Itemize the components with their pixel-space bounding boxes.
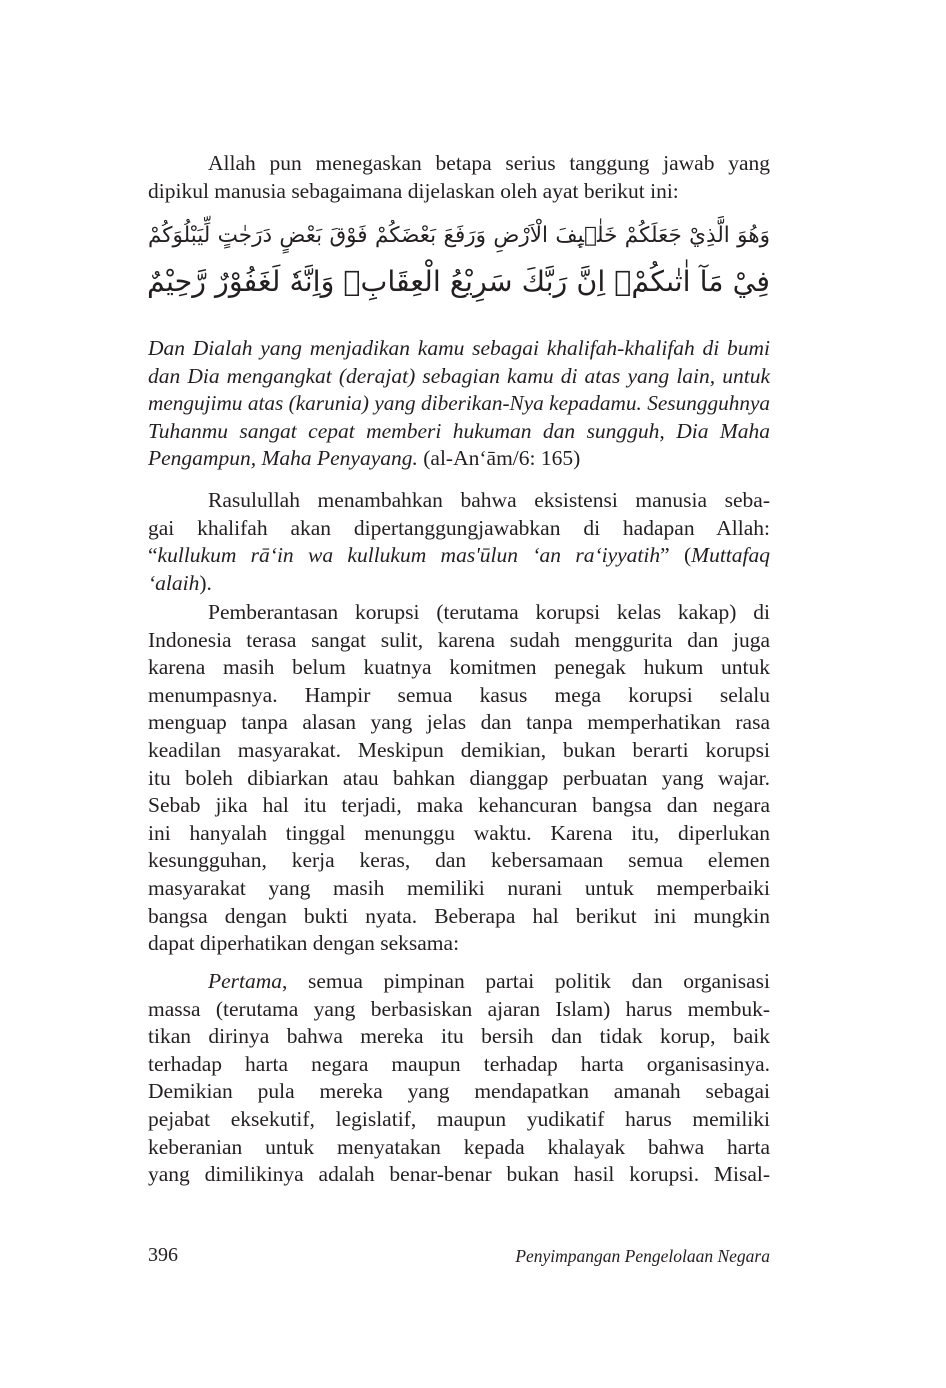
ordinal-word: Pertama (208, 969, 283, 993)
translation-line: dan Dia mengangkat (derajat) sebagian kamu di atas yang lain, untuk (148, 363, 770, 388)
paragraph-line: Rasulullah menambahkan bahwa eksistensi manusia seba- (208, 488, 770, 512)
arabic-line: فِيْ مَآ اٰتٰىكُمْۗ اِنَّ رَبَّكَ سَرِيْعُ الْعِقَابِۖ وَاِنَّهٗ لَغَفُوْرٌ رَّحِيْمٌ (147, 265, 770, 298)
paragraph-line: bangsa dengan bukti nyata. Beberapa hal berikut ini mungkin (148, 903, 770, 928)
translation-line-italic: Pengampun, Maha Penyayang. (148, 446, 418, 471)
paragraph-line: karena masih belum kuatnya komitmen penegak hukum untuk (148, 655, 770, 680)
paragraph-line (148, 570, 770, 598)
paragraph-line: Pemberantasan korupsi (terutama korupsi kelas kakap) di (208, 600, 770, 624)
paragraph-line (148, 542, 770, 570)
paragraph-line (148, 968, 770, 996)
paragraph-line: gai khalifah akan dipertanggungjawabkan di hadapan Allah: (148, 515, 770, 540)
rasulullah-paragraph (148, 487, 770, 597)
book-page (148, 0, 770, 1388)
paragraph-line: Indonesia terasa sangat sulit, karena sudah menggurita dan juga (148, 627, 770, 652)
paragraph-line: keadilan masyarakat. Meskipun demikian, bukan berarti korupsi (148, 737, 770, 762)
paragraph-line: ini hanyalah tinggal menunggu waktu. Karena itu, diperlukan (148, 820, 770, 845)
quote-open: “ (148, 543, 158, 568)
hadith-source-cont: ‘alaih (148, 570, 200, 595)
pertama-paragraph (148, 968, 770, 1189)
running-title: Penyimpangan Pengelolaan Negara (515, 1246, 770, 1266)
verse-translation (148, 335, 770, 473)
paragraph-line: dapat diperhatikan dengan seksama: (148, 931, 460, 956)
paragraph-line: tikan dirinya bahwa mereka itu bersih dan tidak korup, baik (148, 1024, 770, 1049)
paragraph-line: Sebab jika hal itu terjadi, maka kehancuran bangsa dan negara (148, 793, 770, 818)
intro-line: Allah pun menegaskan betapa serius tanggung jawab yang (208, 151, 770, 175)
translation-line: Tuhanmu sangat cepat memberi hukuman dan sungguh, Dia Maha (148, 418, 770, 443)
paragraph-line: kesungguhan, kerja keras, dan kebersamaan semua elemen (148, 848, 770, 873)
arabic-line: وَهُوَ الَّذِيْ جَعَلَكُمْ خَلٰۤىِٕفَ الْاَرْضِ وَرَفَعَ بَعْضَكُمْ فَوْقَ بَعْضٍ دَرَجٰتٍ لِّيَبْلُوَكُمْ (148, 223, 770, 248)
hadith-text: kullukum rā‘in wa kullukum mas'ūlun ‘an ra‘iyyatih (157, 543, 661, 568)
intro-paragraph (148, 150, 770, 205)
paragraph-line: yang dimilikinya adalah benar-benar bukan hasil korupsi. Misal- (148, 1162, 770, 1187)
paragraph-line: terhadap harta negara maupun terhadap harta organisasinya. (148, 1051, 770, 1076)
paragraph-line: keberanian untuk menyatakan kepada khalayak bahwa harta (148, 1134, 770, 1159)
paragraph-line: itu boleh dibiarkan atau bahkan dianggap perbuatan yang wajar. (148, 765, 770, 790)
paragraph-line: masyarakat yang masih memiliki nurani untuk memperbaiki (148, 875, 770, 900)
paragraph-line: menumpasnya. Hampir semua kasus mega korupsi selalu (148, 682, 770, 707)
paragraph-line: menguap tanpa alasan yang jelas dan tanpa memperhatikan rasa (148, 710, 770, 735)
translation-line: mengujimu atas (karunia) yang diberikan-Nya kepadamu. Sesungguhnya (148, 391, 770, 416)
quran-verse-arabic (148, 214, 770, 306)
paragraph-line: massa (terutama yang berbasiskan ajaran Islam) harus membuk- (148, 996, 770, 1021)
paragraph-line-rest: , semua pimpinan partai politik dan organisasi (282, 969, 770, 993)
hadith-source: Muttafaq (691, 543, 770, 568)
verse-reference: (al-An‘ām/6: 165) (417, 446, 581, 471)
paragraph-line: pejabat eksekutif, legislatif, maupun yudikatif harus memiliki (148, 1106, 770, 1131)
page-number: 396 (148, 1244, 178, 1266)
translation-line (148, 445, 770, 473)
quote-close: ” ( (660, 543, 692, 568)
paragraph-line: Demikian pula mereka yang mendapatkan amanah sebagai (148, 1079, 770, 1104)
translation-line: Dan Dialah yang menjadikan kamu sebagai khalifah-khalifah di bumi (148, 336, 770, 360)
intro-line: dipikul manusia sebagaimana dijelaskan oleh ayat berikut ini: (148, 178, 679, 203)
korupsi-paragraph (148, 599, 770, 958)
paragraph-line-end: ). (199, 570, 212, 595)
